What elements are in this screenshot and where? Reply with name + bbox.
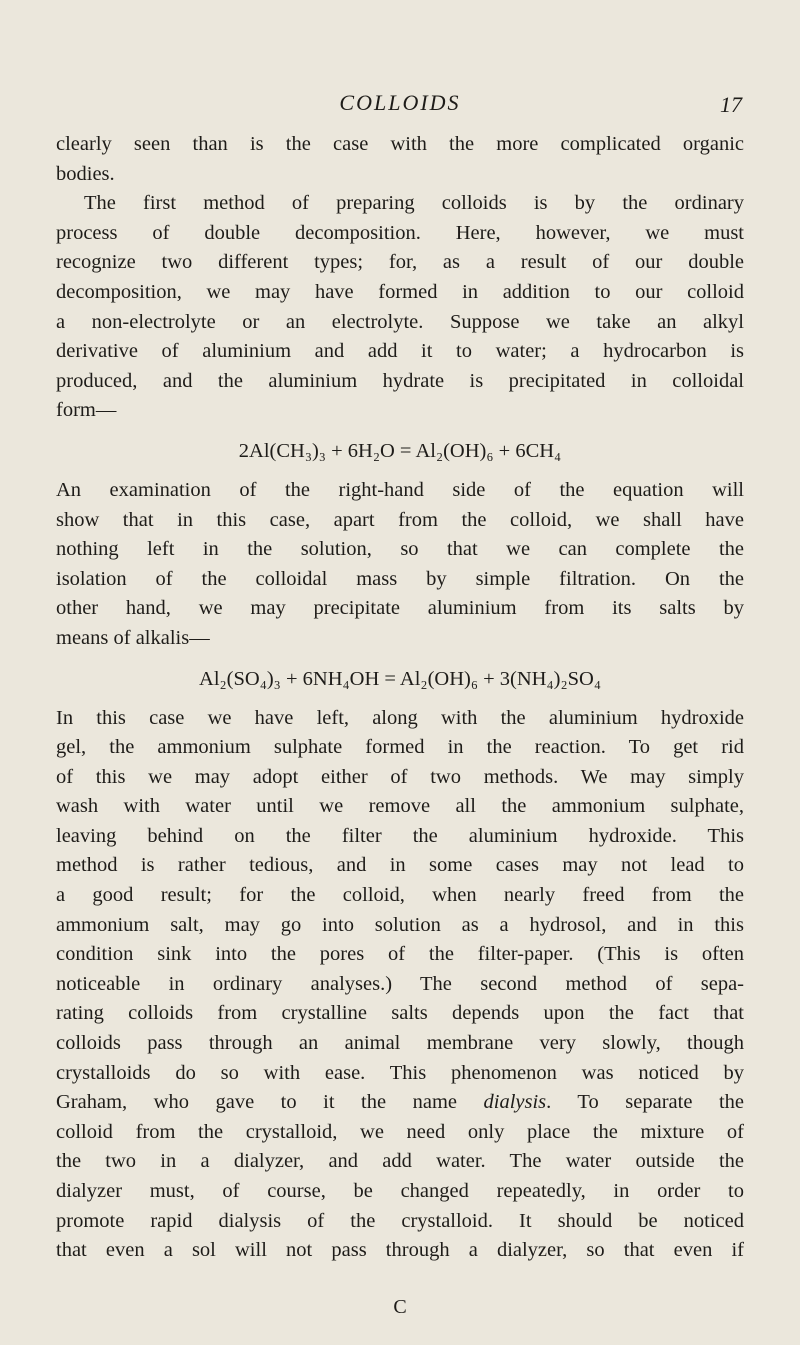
text-line: ammonium salt, may go into solution as a hydrosol, and in this (56, 913, 744, 936)
text-line: Graham, who gave to it the name dialysis. To separate the (56, 1091, 744, 1114)
text-line: of this we may adopt either of two methods. We may simply (56, 765, 744, 788)
text-line: noticeable in ordinary analyses.) The second method of sepa- (56, 972, 744, 995)
text-line: show that in this case, apart from the colloid, we shall have (56, 508, 744, 531)
text-line: crystalloids do so with ease. This phenomenon was noticed by (56, 1061, 744, 1084)
text-line: condition sink into the pores of the filter-paper. (This is often (56, 943, 744, 966)
text-line: means of alkalis— (56, 626, 210, 649)
chemical-equation-1: 2Al(CH₃)₃ + 6H₂O = Al₂(OH)₆ + 6CH₄ (238, 439, 562, 462)
text-line: produced, and the aluminium hydrate is precipitated in colloidal (56, 369, 744, 392)
text-line: An examination of the right-hand side of the equation will (56, 478, 744, 501)
text-line: a good result; for the colloid, when nearly freed from the (56, 884, 744, 907)
text-line: form— (56, 399, 117, 422)
text-line: wash with water until we remove all the ammonium sulphate, (56, 795, 744, 818)
text-line: derivative of aluminium and add it to water; a hydrocarbon is (56, 340, 744, 363)
page-number: 17 (720, 92, 742, 117)
text-line: that even a sol will not pass through a dialyzer, so that even if (56, 1239, 744, 1262)
running-head (0, 88, 800, 118)
text-line: dialyzer must, of course, be changed repeatedly, in order to (56, 1180, 744, 1202)
chemical-equation-2: Al₂(SO₄)₃ + 6NH₄OH = Al₂(OH)₆ + 3(NH₄)₂SO₄ (199, 667, 601, 690)
text-line: method is rather tedious, and in some cases may not lead to (56, 854, 744, 877)
text-line: nothing left in the solution, so that we can complete the (56, 538, 744, 561)
signature-mark: C (393, 1296, 407, 1318)
text-line: isolation of the colloidal mass by simple filtration. On the (56, 567, 744, 590)
running-title: COLLOIDS (339, 90, 461, 115)
text-line: clearly seen than is the case with the more complicated organic (56, 133, 744, 155)
text-line: recognize two different types; for, as a result of our double (56, 251, 744, 274)
text-line: gel, the ammonium sulphate formed in the reaction. To get rid (56, 736, 744, 759)
text-line: the two in a dialyzer, and add water. The water outside the (56, 1150, 744, 1173)
text-line: process of double decomposition. Here, however, we must (56, 221, 744, 244)
text-line: decomposition, we may have formed in addition to our colloid (56, 280, 744, 303)
text-line: colloids pass through an animal membrane very slowly, though (56, 1032, 744, 1055)
text-line: In this case we have left, along with the aluminium hydroxide (56, 706, 744, 729)
text-line: a non-electrolyte or an electrolyte. Suppose we take an alkyl (56, 310, 744, 333)
text-line: promote rapid dialysis of the crystalloid. It should be noticed (56, 1209, 744, 1232)
text-line: The first method of preparing colloids is by the ordinary (84, 192, 744, 215)
text-line: rating colloids from crystalline salts depends upon the fact that (56, 1002, 744, 1025)
text-line: colloid from the crystalloid, we need only place the mixture of (56, 1120, 744, 1143)
text-line: other hand, we may precipitate aluminium from its salts by (56, 597, 744, 620)
italic-term: dialysis (483, 1091, 547, 1114)
text-line: bodies. (56, 162, 115, 185)
body-text (56, 130, 744, 1266)
text-line: leaving behind on the filter the aluminium hydroxide. This (56, 824, 744, 847)
